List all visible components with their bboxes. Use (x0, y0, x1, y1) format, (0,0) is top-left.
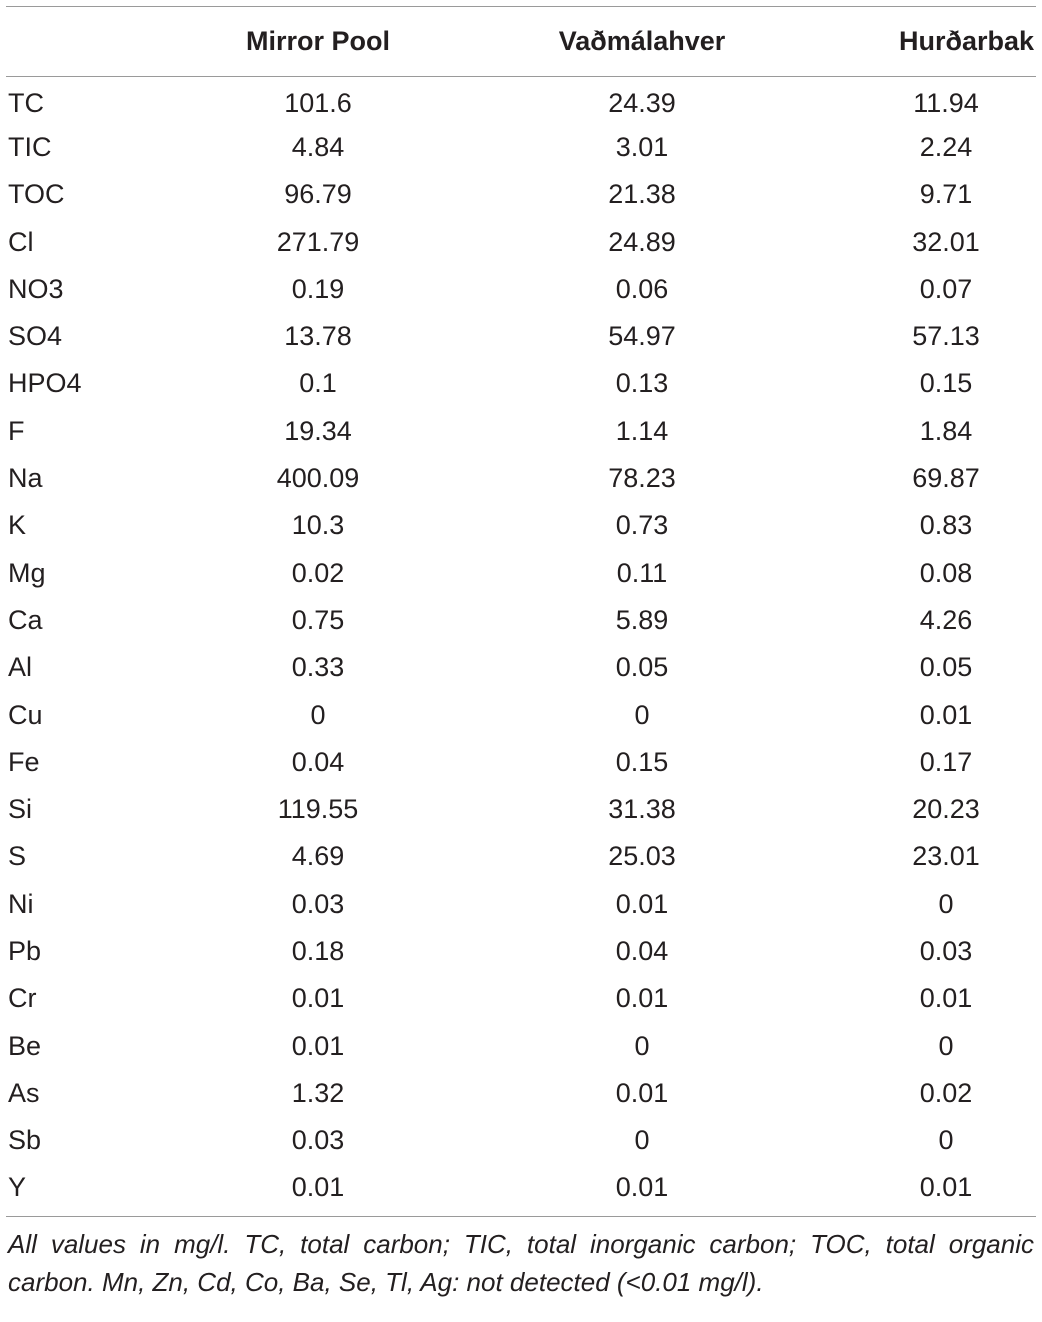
footnote-row (6, 1216, 1036, 1301)
cell-vadmalahver: 21.38 (608, 179, 676, 210)
table-footnote: All values in mg/l. TC, total carbon; TIC, total inorganic carbon; TOC, total organic carbon. Mn, Zn, Cd, Co, Ba, Se, Tl, Ag: not detected (<0.01 mg/l). (8, 1228, 1034, 1297)
cell-hurdarbak: 23.01 (912, 841, 980, 872)
cell-vadmalahver: 1.14 (615, 415, 669, 446)
cell-mirror-pool: 0.01 (291, 1171, 345, 1202)
cell-hurdarbak: 2.24 (919, 131, 973, 162)
cell-vadmalahver: 0.04 (615, 935, 669, 966)
row-parameter: Cl (8, 226, 34, 257)
cell-mirror-pool: 400.09 (276, 463, 360, 494)
table-row (6, 1164, 1036, 1216)
table-row (6, 77, 1036, 124)
table-row (6, 691, 1036, 738)
table-row (6, 266, 1036, 313)
cell-mirror-pool: 271.79 (276, 226, 360, 257)
cell-mirror-pool: 0.19 (291, 273, 345, 304)
row-parameter: Na (8, 463, 43, 494)
row-parameter: Fe (8, 746, 40, 777)
cell-hurdarbak: 0.17 (919, 746, 973, 777)
cell-mirror-pool: 119.55 (277, 794, 359, 825)
cell-hurdarbak: 0.05 (919, 652, 973, 683)
cell-hurdarbak: 0 (938, 1030, 954, 1061)
cell-mirror-pool: 101.6 (284, 87, 352, 118)
row-parameter: Sb (8, 1125, 42, 1156)
cell-mirror-pool: 0.02 (291, 557, 345, 588)
cell-mirror-pool: 0.33 (291, 652, 345, 683)
table-row (6, 1022, 1036, 1069)
cell-hurdarbak: 0.01 (919, 1171, 973, 1202)
cell-vadmalahver: 0.13 (615, 368, 669, 399)
table-row (6, 171, 1036, 218)
cell-mirror-pool: 1.32 (291, 1077, 345, 1108)
cell-hurdarbak: 57.13 (912, 321, 980, 352)
header-hurdarbak: Hurðarbak (898, 26, 1034, 56)
cell-vadmalahver: 25.03 (608, 841, 676, 872)
row-parameter: Cr (8, 983, 37, 1014)
cell-mirror-pool: 0.03 (291, 888, 345, 919)
cell-vadmalahver: 24.89 (608, 226, 676, 257)
table-row (6, 833, 1036, 880)
cell-hurdarbak: 0.15 (919, 368, 973, 399)
cell-vadmalahver: 3.01 (615, 131, 669, 162)
table-row (6, 597, 1036, 644)
cell-vadmalahver: 0.05 (615, 652, 669, 683)
table-body (6, 77, 1036, 1217)
row-parameter: F (8, 415, 25, 446)
row-parameter: Mg (8, 557, 46, 588)
table-row (6, 786, 1036, 833)
cell-vadmalahver: 31.38 (608, 794, 676, 825)
cell-mirror-pool: 0.01 (291, 1030, 345, 1061)
table-footer (6, 1216, 1036, 1301)
row-parameter: Cu (8, 699, 43, 730)
cell-mirror-pool: 0.03 (291, 1125, 345, 1156)
row-parameter: Ni (8, 888, 34, 919)
cell-hurdarbak: 0.01 (919, 699, 973, 730)
row-parameter: S (8, 841, 27, 872)
cell-mirror-pool: 13.78 (284, 321, 352, 352)
cell-mirror-pool: 0.1 (299, 368, 337, 399)
cell-vadmalahver: 0.15 (615, 746, 669, 777)
cell-mirror-pool: 0.01 (291, 983, 345, 1014)
cell-hurdarbak: 32.01 (912, 226, 980, 257)
row-parameter: K (8, 510, 27, 541)
row-parameter: HPO4 (8, 368, 82, 399)
cell-vadmalahver: 0 (634, 699, 650, 730)
cell-hurdarbak: 0 (938, 1125, 954, 1156)
table-row (6, 549, 1036, 596)
header-row (6, 7, 1036, 77)
cell-hurdarbak: 0.08 (919, 557, 973, 588)
water-chemistry-table (6, 6, 1036, 1301)
header-vadmalahver: Vaðmálahver (558, 26, 726, 56)
header-mirror-pool: Mirror Pool (245, 26, 390, 56)
header-parameter (6, 7, 178, 77)
cell-mirror-pool: 0.75 (291, 604, 345, 635)
cell-vadmalahver: 5.89 (615, 604, 669, 635)
row-parameter: TOC (8, 179, 65, 210)
cell-hurdarbak: 0.07 (919, 273, 973, 304)
cell-vadmalahver: 78.23 (608, 463, 676, 494)
table-row (6, 739, 1036, 786)
row-parameter: Ca (8, 604, 43, 635)
table-row (6, 124, 1036, 171)
table-row (6, 928, 1036, 975)
cell-hurdarbak: 0.03 (919, 935, 973, 966)
table-header (6, 7, 1036, 77)
cell-vadmalahver: 0.06 (615, 273, 669, 304)
cell-vadmalahver: 0 (634, 1125, 650, 1156)
cell-mirror-pool: 10.3 (291, 510, 345, 541)
cell-hurdarbak: 1.84 (919, 415, 973, 446)
cell-hurdarbak: 0.83 (919, 510, 973, 541)
cell-hurdarbak: 4.26 (919, 604, 973, 635)
table-row (6, 502, 1036, 549)
row-parameter: Al (8, 652, 33, 683)
cell-vadmalahver: 0.11 (616, 557, 668, 588)
table-row (6, 455, 1036, 502)
cell-mirror-pool: 0 (310, 699, 326, 730)
cell-mirror-pool: 19.34 (284, 415, 352, 446)
cell-hurdarbak: 0.02 (919, 1077, 973, 1108)
cell-vadmalahver: 54.97 (608, 321, 676, 352)
row-parameter: TIC (8, 131, 52, 162)
table-row (6, 881, 1036, 928)
cell-mirror-pool: 0.18 (291, 935, 345, 966)
cell-vadmalahver: 0.01 (615, 888, 669, 919)
row-parameter: As (8, 1077, 40, 1108)
cell-vadmalahver: 0.01 (615, 1077, 669, 1108)
cell-hurdarbak: 11.94 (913, 87, 979, 118)
row-parameter: SO4 (8, 321, 63, 352)
cell-vadmalahver: 0 (634, 1030, 650, 1061)
row-parameter: Y (8, 1171, 27, 1202)
cell-vadmalahver: 0.01 (615, 983, 669, 1014)
table-row (6, 1117, 1036, 1164)
cell-mirror-pool: 4.69 (291, 841, 345, 872)
table-row (6, 975, 1036, 1022)
row-parameter: Be (8, 1030, 42, 1061)
row-parameter: TC (8, 87, 44, 118)
table-row (6, 360, 1036, 407)
cell-hurdarbak: 0 (938, 888, 954, 919)
cell-hurdarbak: 69.87 (912, 463, 980, 494)
cell-hurdarbak: 20.23 (912, 794, 980, 825)
table-row (6, 218, 1036, 265)
cell-mirror-pool: 96.79 (284, 179, 352, 210)
cell-vadmalahver: 0.01 (615, 1171, 669, 1202)
row-parameter: Si (8, 794, 33, 825)
table-row (6, 408, 1036, 455)
cell-hurdarbak: 0.01 (919, 983, 973, 1014)
cell-vadmalahver: 24.39 (608, 87, 676, 118)
table-row (6, 313, 1036, 360)
cell-hurdarbak: 9.71 (919, 179, 973, 210)
row-parameter: NO3 (8, 273, 64, 304)
cell-vadmalahver: 0.73 (615, 510, 669, 541)
cell-mirror-pool: 0.04 (291, 746, 345, 777)
table-row (6, 1070, 1036, 1117)
row-parameter: Pb (8, 935, 42, 966)
table-row (6, 644, 1036, 691)
cell-mirror-pool: 4.84 (291, 131, 345, 162)
